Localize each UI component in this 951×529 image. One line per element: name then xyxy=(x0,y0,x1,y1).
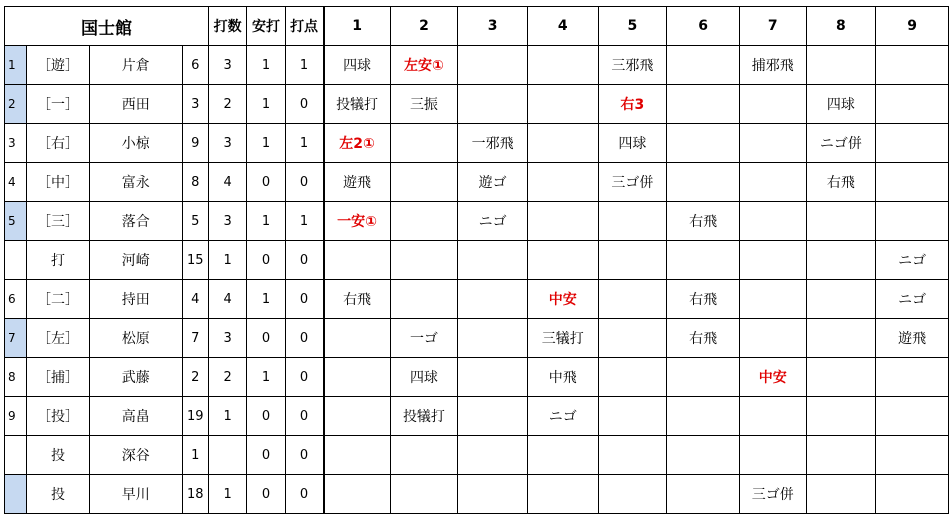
inning-result: 四球 xyxy=(390,358,458,397)
batter-row xyxy=(5,241,949,280)
uniform-number: 6 xyxy=(182,46,208,85)
header-inning-6: 6 xyxy=(667,7,740,46)
inning-result xyxy=(806,280,876,319)
batter-row xyxy=(5,358,949,397)
inning-result xyxy=(390,475,458,514)
inning-result: 投犠打 xyxy=(390,397,458,436)
batting-order xyxy=(5,475,27,514)
inning-result: 三犠打 xyxy=(527,319,598,358)
inning-result xyxy=(458,85,528,124)
inning-result: ニゴ併 xyxy=(806,124,876,163)
inning-result: 左安① xyxy=(390,46,458,85)
inning-result xyxy=(527,124,598,163)
inning-result xyxy=(739,436,806,475)
batter-row xyxy=(5,319,949,358)
inning-result xyxy=(876,85,949,124)
batter-row xyxy=(5,46,949,85)
inning-result xyxy=(324,436,391,475)
rbi: 0 xyxy=(285,280,323,319)
inning-result: 三振 xyxy=(390,85,458,124)
inning-result xyxy=(598,202,667,241)
rbi: 0 xyxy=(285,397,323,436)
inning-result xyxy=(876,46,949,85)
hits: 0 xyxy=(247,319,285,358)
rbi: 0 xyxy=(285,475,323,514)
position: ［捕］ xyxy=(27,358,90,397)
batter-row xyxy=(5,163,949,202)
uniform-number: 8 xyxy=(182,163,208,202)
player-name: 武藤 xyxy=(89,358,182,397)
inning-result xyxy=(458,280,528,319)
rbi: 1 xyxy=(285,124,323,163)
at-bats: 3 xyxy=(208,202,246,241)
inning-result: 中飛 xyxy=(527,358,598,397)
inning-result xyxy=(527,163,598,202)
inning-result xyxy=(876,163,949,202)
batter-row xyxy=(5,202,949,241)
inning-result xyxy=(598,436,667,475)
inning-result: 四球 xyxy=(806,85,876,124)
rbi: 1 xyxy=(285,202,323,241)
inning-result: 右飛 xyxy=(667,202,740,241)
inning-result xyxy=(667,163,740,202)
inning-result xyxy=(806,46,876,85)
inning-result: 四球 xyxy=(598,124,667,163)
player-name: 片倉 xyxy=(89,46,182,85)
inning-result xyxy=(667,46,740,85)
player-name: 落合 xyxy=(89,202,182,241)
rbi: 1 xyxy=(285,46,323,85)
at-bats: 3 xyxy=(208,319,246,358)
inning-result xyxy=(458,397,528,436)
inning-result xyxy=(527,241,598,280)
hits: 1 xyxy=(247,85,285,124)
inning-result xyxy=(739,319,806,358)
batting-order: 6 xyxy=(5,280,27,319)
batting-order: 1 xyxy=(5,46,27,85)
rbi: 0 xyxy=(285,241,323,280)
inning-result xyxy=(667,124,740,163)
position: ［三］ xyxy=(27,202,90,241)
inning-result xyxy=(667,85,740,124)
inning-result xyxy=(458,358,528,397)
inning-result xyxy=(739,85,806,124)
at-bats: 1 xyxy=(208,475,246,514)
inning-result: 一ゴ xyxy=(390,319,458,358)
inning-result xyxy=(806,475,876,514)
player-name: 深谷 xyxy=(89,436,182,475)
inning-result xyxy=(739,124,806,163)
batting-order: 8 xyxy=(5,358,27,397)
inning-result xyxy=(527,436,598,475)
inning-result xyxy=(458,46,528,85)
header-inning-8: 8 xyxy=(806,7,876,46)
at-bats xyxy=(208,436,246,475)
inning-result: 一安① xyxy=(324,202,391,241)
inning-result xyxy=(390,280,458,319)
position: 投 xyxy=(27,475,90,514)
header-ab: 打数 xyxy=(208,7,246,46)
inning-result xyxy=(667,436,740,475)
inning-result xyxy=(598,358,667,397)
uniform-number: 2 xyxy=(182,358,208,397)
inning-result xyxy=(806,397,876,436)
inning-result: 右飛 xyxy=(667,280,740,319)
header-inning-1: 1 xyxy=(324,7,391,46)
team-name: 国士館 xyxy=(5,7,209,46)
header-inning-9: 9 xyxy=(876,7,949,46)
player-name: 富永 xyxy=(89,163,182,202)
hits: 1 xyxy=(247,358,285,397)
at-bats: 2 xyxy=(208,358,246,397)
rbi: 0 xyxy=(285,163,323,202)
inning-result xyxy=(390,241,458,280)
position: ［右］ xyxy=(27,124,90,163)
inning-result: 一邪飛 xyxy=(458,124,528,163)
inning-result xyxy=(458,436,528,475)
inning-result xyxy=(806,436,876,475)
at-bats: 4 xyxy=(208,280,246,319)
position: ［遊］ xyxy=(27,46,90,85)
inning-result xyxy=(876,202,949,241)
inning-result xyxy=(598,241,667,280)
hits: 0 xyxy=(247,436,285,475)
hits: 1 xyxy=(247,202,285,241)
at-bats: 2 xyxy=(208,85,246,124)
inning-result xyxy=(598,397,667,436)
inning-result xyxy=(458,241,528,280)
inning-result: 四球 xyxy=(324,46,391,85)
inning-result xyxy=(876,397,949,436)
batting-table xyxy=(4,6,949,514)
inning-result: 右飛 xyxy=(667,319,740,358)
player-name: 小椋 xyxy=(89,124,182,163)
inning-result xyxy=(667,475,740,514)
inning-result: 遊ゴ xyxy=(458,163,528,202)
batter-rows xyxy=(5,46,949,514)
uniform-number: 15 xyxy=(182,241,208,280)
batter-row xyxy=(5,124,949,163)
batting-order: 3 xyxy=(5,124,27,163)
inning-result xyxy=(324,397,391,436)
header-row xyxy=(5,7,949,46)
inning-result xyxy=(324,241,391,280)
rbi: 0 xyxy=(285,319,323,358)
inning-result: 捕邪飛 xyxy=(739,46,806,85)
inning-result: 左2① xyxy=(324,124,391,163)
inning-result xyxy=(876,358,949,397)
inning-result: ニゴ xyxy=(876,280,949,319)
inning-result: 遊飛 xyxy=(324,163,391,202)
position: 打 xyxy=(27,241,90,280)
header-rbi: 打点 xyxy=(285,7,323,46)
inning-result xyxy=(527,46,598,85)
batting-order xyxy=(5,241,27,280)
inning-result: 右飛 xyxy=(806,163,876,202)
inning-result xyxy=(739,202,806,241)
inning-result: 三ゴ併 xyxy=(598,163,667,202)
inning-result xyxy=(598,475,667,514)
uniform-number: 3 xyxy=(182,85,208,124)
inning-result xyxy=(739,241,806,280)
uniform-number: 1 xyxy=(182,436,208,475)
uniform-number: 4 xyxy=(182,280,208,319)
inning-result xyxy=(806,358,876,397)
inning-result xyxy=(324,358,391,397)
inning-result xyxy=(876,436,949,475)
uniform-number: 18 xyxy=(182,475,208,514)
inning-result: 投犠打 xyxy=(324,85,391,124)
header-inning-4: 4 xyxy=(527,7,598,46)
batter-row xyxy=(5,280,949,319)
inning-result xyxy=(667,397,740,436)
at-bats: 3 xyxy=(208,46,246,85)
inning-result xyxy=(458,475,528,514)
uniform-number: 19 xyxy=(182,397,208,436)
header-hits: 安打 xyxy=(247,7,285,46)
position: ［二］ xyxy=(27,280,90,319)
inning-result xyxy=(739,280,806,319)
inning-result xyxy=(527,85,598,124)
batter-row xyxy=(5,436,949,475)
inning-result xyxy=(324,475,391,514)
batter-row xyxy=(5,85,949,124)
rbi: 0 xyxy=(285,436,323,475)
position: ［一］ xyxy=(27,85,90,124)
batting-order: 5 xyxy=(5,202,27,241)
at-bats: 1 xyxy=(208,241,246,280)
position: ［投］ xyxy=(27,397,90,436)
inning-result xyxy=(390,436,458,475)
inning-result: ニゴ xyxy=(876,241,949,280)
hits: 1 xyxy=(247,280,285,319)
rbi: 0 xyxy=(285,85,323,124)
inning-result: 中安 xyxy=(739,358,806,397)
position: ［左］ xyxy=(27,319,90,358)
player-name: 河崎 xyxy=(89,241,182,280)
header-inning-2: 2 xyxy=(390,7,458,46)
at-bats: 3 xyxy=(208,124,246,163)
inning-result: 三ゴ併 xyxy=(739,475,806,514)
inning-result xyxy=(876,475,949,514)
inning-result xyxy=(739,163,806,202)
batter-row xyxy=(5,397,949,436)
position: 投 xyxy=(27,436,90,475)
player-name: 松原 xyxy=(89,319,182,358)
inning-result xyxy=(806,241,876,280)
inning-result xyxy=(527,202,598,241)
inning-result xyxy=(667,358,740,397)
header-inning-5: 5 xyxy=(598,7,667,46)
at-bats: 1 xyxy=(208,397,246,436)
hits: 0 xyxy=(247,397,285,436)
uniform-number: 9 xyxy=(182,124,208,163)
batter-row xyxy=(5,475,949,514)
inning-result: 中安 xyxy=(527,280,598,319)
inning-result xyxy=(739,397,806,436)
inning-result xyxy=(390,163,458,202)
hits: 1 xyxy=(247,46,285,85)
inning-result xyxy=(876,124,949,163)
header-inning-7: 7 xyxy=(739,7,806,46)
inning-result xyxy=(527,475,598,514)
inning-result xyxy=(667,241,740,280)
batting-order: 2 xyxy=(5,85,27,124)
inning-result: ニゴ xyxy=(527,397,598,436)
inning-result: 三邪飛 xyxy=(598,46,667,85)
hits: 0 xyxy=(247,163,285,202)
player-name: 西田 xyxy=(89,85,182,124)
inning-result xyxy=(390,202,458,241)
batting-order: 4 xyxy=(5,163,27,202)
uniform-number: 5 xyxy=(182,202,208,241)
batting-order: 7 xyxy=(5,319,27,358)
player-name: 早川 xyxy=(89,475,182,514)
inning-result xyxy=(806,319,876,358)
inning-result: 遊飛 xyxy=(876,319,949,358)
batting-order: 9 xyxy=(5,397,27,436)
inning-result xyxy=(390,124,458,163)
batting-order xyxy=(5,436,27,475)
hits: 0 xyxy=(247,475,285,514)
player-name: 高畠 xyxy=(89,397,182,436)
inning-result: 右3 xyxy=(598,85,667,124)
player-name: 持田 xyxy=(89,280,182,319)
position: ［中］ xyxy=(27,163,90,202)
inning-result xyxy=(324,319,391,358)
inning-result: ニゴ xyxy=(458,202,528,241)
inning-result xyxy=(806,202,876,241)
rbi: 0 xyxy=(285,358,323,397)
inning-result: 右飛 xyxy=(324,280,391,319)
uniform-number: 7 xyxy=(182,319,208,358)
hits: 1 xyxy=(247,124,285,163)
hits: 0 xyxy=(247,241,285,280)
header-inning-3: 3 xyxy=(458,7,528,46)
at-bats: 4 xyxy=(208,163,246,202)
inning-result xyxy=(598,280,667,319)
inning-result xyxy=(458,319,528,358)
inning-result xyxy=(598,319,667,358)
